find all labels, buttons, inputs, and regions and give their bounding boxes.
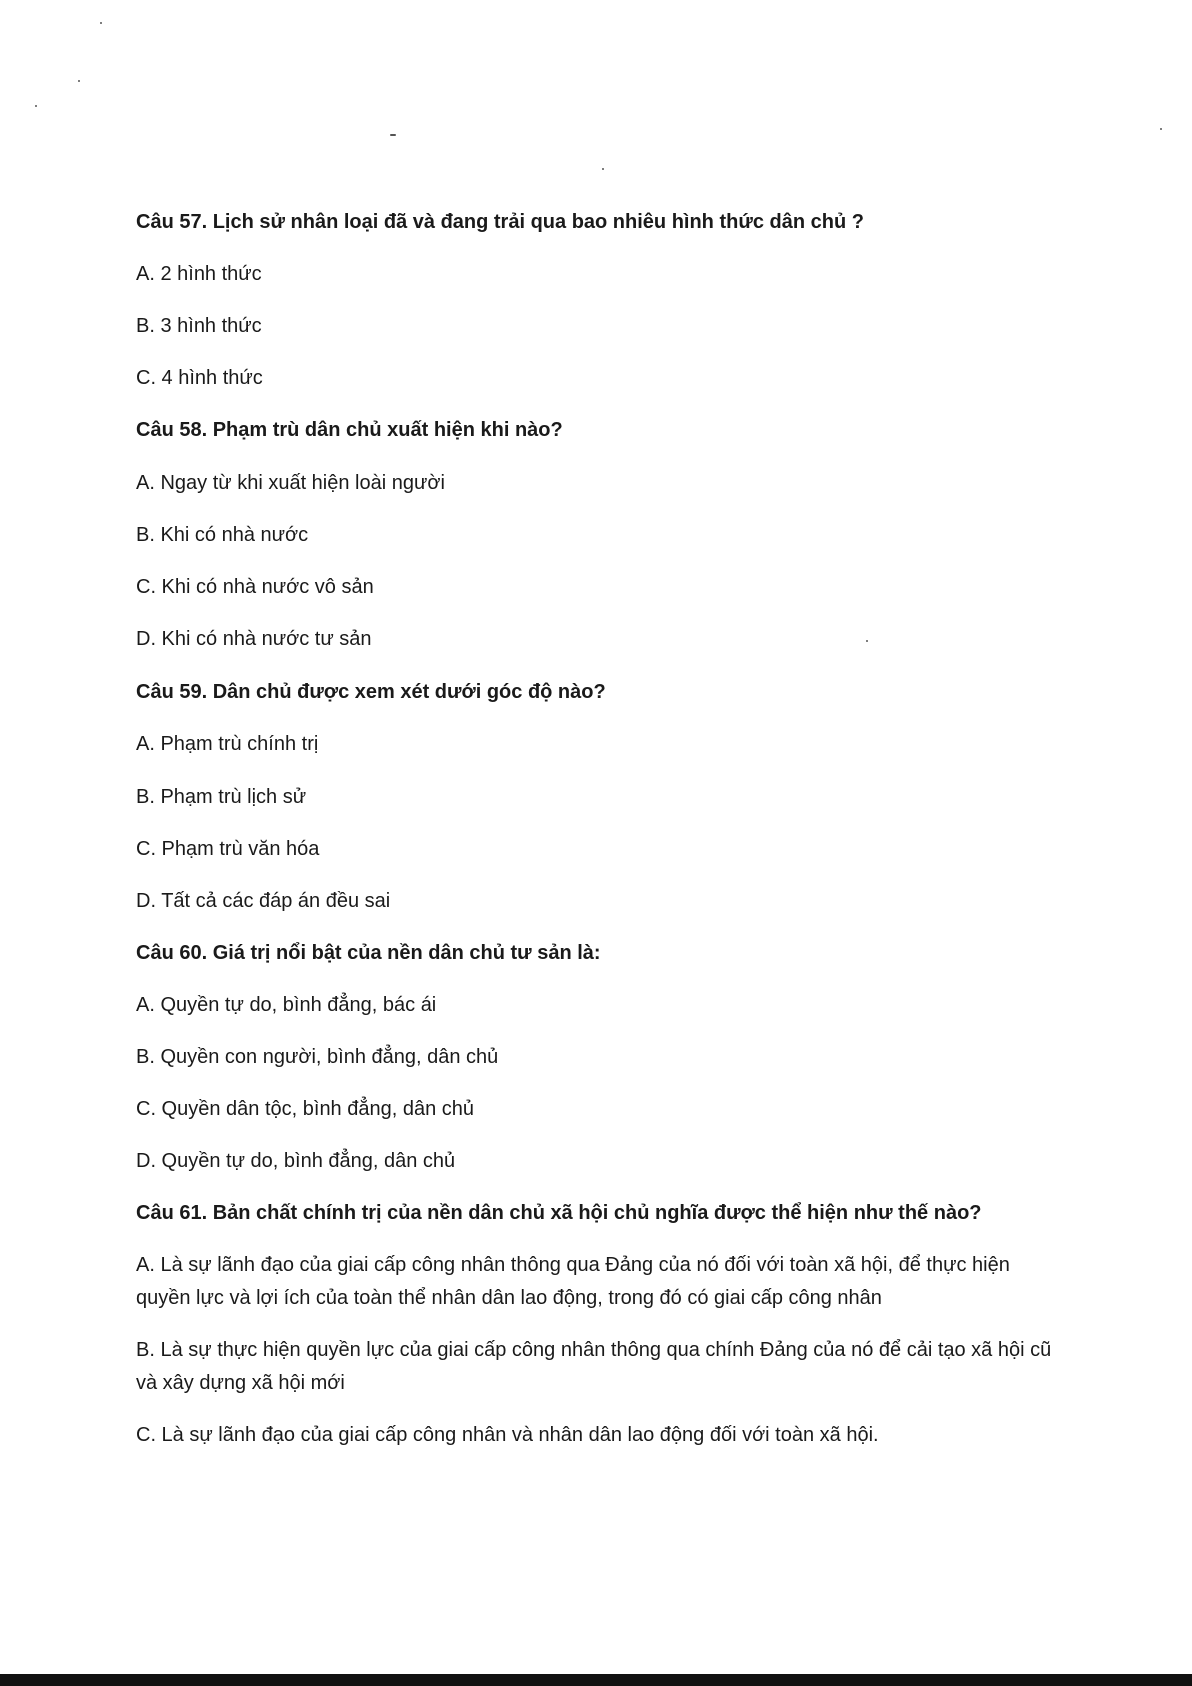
question-58-option-c: C. Khi có nhà nước vô sản (136, 576, 374, 598)
question-58-option-d: D. Khi có nhà nước tư sản (136, 628, 372, 650)
question-57-title: Câu 57. Lịch sử nhân loại đã và đang trải qua bao nhiêu hình thức dân chủ ? (136, 211, 864, 233)
question-60-option-a: A. Quyền tự do, bình đẳng, bác ái (136, 994, 437, 1016)
scan-speck (602, 168, 604, 170)
scan-bottom-edge (0, 1674, 1192, 1686)
question-59-option-a: A. Phạm trù chính trị (136, 733, 319, 755)
question-58-option-b: B. Khi có nhà nước (136, 524, 309, 546)
scan-speck (35, 105, 37, 107)
question-61-option-b: B. Là sự thực hiện quyền lực của giai cấp công nhân thông qua chính Đảng của nó để cải tạo xã hội cũ và xây dựng xã hội mới (136, 1339, 1052, 1394)
question-57-option-b: B. 3 hình thức (136, 315, 262, 337)
question-59-option-b: B. Phạm trù lịch sử (136, 786, 307, 808)
question-60-title: Câu 60. Giá trị nổi bật của nền dân chủ tư sản là: (136, 942, 601, 964)
question-60-option-b: B. Quyền con người, bình đẳng, dân chủ (136, 1046, 499, 1068)
question-61-title: Câu 61. Bản chất chính trị của nền dân chủ xã hội chủ nghĩa được thể hiện như thế nào? (136, 1202, 982, 1224)
question-58-title: Câu 58. Phạm trù dân chủ xuất hiện khi nào? (136, 419, 563, 441)
question-57-option-c: C. 4 hình thức (136, 367, 263, 389)
question-59-option-d: D. Tất cả các đáp án đều sai (136, 890, 391, 912)
question-60-option-c: C. Quyền dân tộc, bình đẳng, dân chủ (136, 1098, 475, 1120)
scan-speck (390, 134, 396, 136)
question-58-option-a: A. Ngay từ khi xuất hiện loài người (136, 472, 445, 494)
scan-speck (100, 22, 102, 24)
scan-speck (1160, 128, 1162, 130)
question-61-option-c: C. Là sự lãnh đạo của giai cấp công nhân và nhân dân lao động đối với toàn xã hội. (136, 1424, 879, 1446)
scan-speck (78, 80, 80, 82)
question-57-option-a: A. 2 hình thức (136, 263, 262, 285)
scan-speck (866, 640, 868, 642)
question-60-option-d: D. Quyền tự do, bình đẳng, dân chủ (136, 1150, 456, 1172)
question-61-option-a: A. Là sự lãnh đạo của giai cấp công nhân thông qua Đảng của nó đối với toàn xã hội, để thực hiện quyền lực và lợi ích của toàn thể nhân dân lao động, trong đó có giai cấp công nhân (136, 1254, 1010, 1309)
question-59-option-c: C. Phạm trù văn hóa (136, 838, 320, 860)
question-59-title: Câu 59. Dân chủ được xem xét dưới góc độ nào? (136, 681, 606, 703)
